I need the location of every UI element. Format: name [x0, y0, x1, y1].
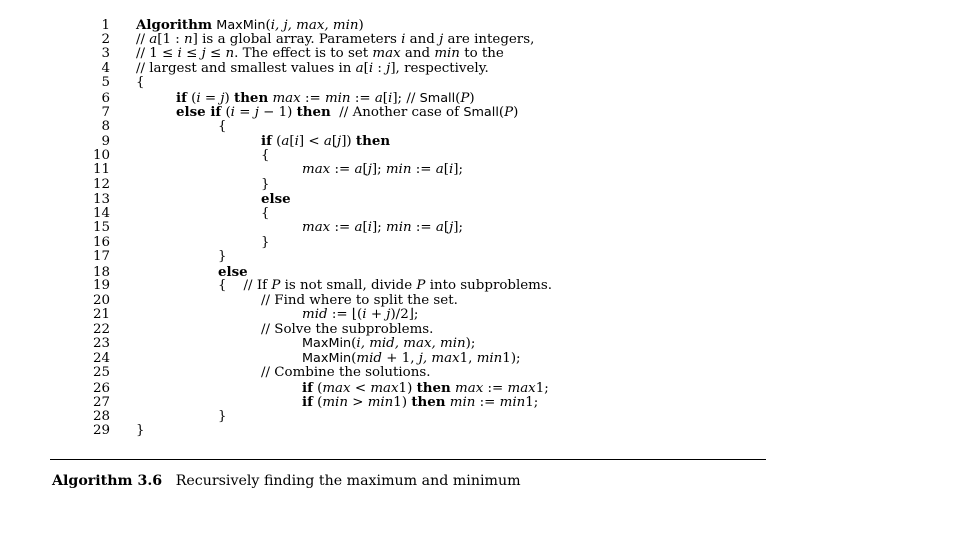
code-text: // a[1 : n] is a global array. Parameters i and j are integers, — [136, 31, 535, 47]
code-text: if (a[i] < a[j]) then — [261, 133, 391, 149]
code-line — [84, 323, 784, 338]
code-text: } — [218, 249, 227, 264]
caption-text: Recursively finding the maximum and minimum — [175, 473, 521, 489]
line-number: 29 — [92, 423, 110, 438]
line-number: 19 — [92, 278, 110, 293]
line-number: 7 — [101, 105, 110, 120]
line-number: 20 — [92, 292, 110, 308]
code-line — [84, 33, 784, 48]
algorithm-listing — [84, 18, 784, 439]
caption-label: Algorithm 3.6 — [52, 473, 163, 489]
code-text: else if (i = j − 1) then // Another case of Small(P) — [176, 104, 519, 120]
code-text: { — [136, 75, 145, 90]
code-line — [84, 410, 784, 425]
line-number: 3 — [101, 46, 110, 61]
code-line — [84, 337, 784, 352]
line-number: 24 — [92, 350, 110, 366]
code-text: } — [261, 176, 270, 192]
line-number: 27 — [92, 395, 110, 410]
line-number: 18 — [92, 264, 110, 280]
line-number: 11 — [92, 162, 110, 177]
code-text: } — [261, 234, 270, 250]
line-number: 25 — [92, 365, 110, 380]
code-line — [84, 250, 784, 265]
line-number: 23 — [92, 336, 110, 351]
code-line — [84, 279, 784, 294]
code-line — [84, 105, 784, 120]
code-text: max := a[i]; min := a[j]; — [302, 220, 463, 235]
code-text: if (min > min1) then min := min1; — [302, 394, 539, 410]
line-number: 16 — [92, 234, 110, 250]
code-line — [84, 91, 784, 106]
code-line — [84, 366, 784, 381]
code-text: // Combine the solutions. — [261, 365, 431, 380]
line-number: 14 — [92, 205, 110, 221]
code-line — [84, 76, 784, 91]
line-number: 1 — [101, 18, 110, 33]
code-line — [84, 192, 784, 207]
line-number: 9 — [101, 134, 110, 149]
line-number: 22 — [92, 321, 110, 337]
code-line — [84, 236, 784, 251]
code-text: // largest and smallest values in a[i : j], respectively. — [136, 60, 489, 76]
code-text: { // If P is not small, divide P into subproblems. — [218, 278, 553, 293]
code-line — [84, 47, 784, 62]
code-text: MaxMin(mid + 1, j, max1, min1); — [302, 350, 521, 366]
code-line — [84, 62, 784, 77]
code-line — [84, 18, 784, 33]
line-number: 6 — [101, 90, 110, 106]
code-line — [84, 178, 784, 193]
line-number: 13 — [92, 192, 110, 207]
code-line — [84, 149, 784, 164]
code-text: else — [218, 263, 248, 280]
code-line — [84, 294, 784, 309]
code-line — [84, 352, 784, 367]
code-line — [84, 120, 784, 135]
code-text: MaxMin(i, mid, max, min); — [302, 336, 476, 351]
code-line — [84, 424, 784, 439]
code-text: // Solve the subproblems. — [261, 321, 434, 337]
code-line — [84, 395, 784, 410]
code-text: if (i = j) then max := min := a[i]; // Small(P) — [176, 89, 475, 106]
code-text: mid := ⌊(i + j)/2⌋; — [302, 307, 419, 322]
code-text: { — [261, 205, 270, 221]
line-number: 17 — [92, 249, 110, 264]
line-number: 28 — [92, 408, 110, 424]
code-text: // Find where to split the set. — [261, 292, 458, 308]
code-text: Algorithm MaxMin(i, j, max, min) — [136, 17, 364, 33]
code-text: else — [261, 191, 291, 207]
code-line — [84, 163, 784, 178]
code-text: } — [218, 408, 227, 424]
algorithm-caption — [52, 473, 521, 489]
line-number: 26 — [92, 380, 110, 396]
code-line — [84, 134, 784, 149]
code-line — [84, 381, 784, 396]
line-number: 10 — [92, 147, 110, 163]
code-text: if (max < max1) then max := max1; — [302, 379, 549, 396]
code-text: { — [218, 118, 227, 134]
line-number: 15 — [92, 220, 110, 235]
code-line — [84, 265, 784, 280]
code-line — [84, 207, 784, 222]
line-number: 5 — [101, 75, 110, 90]
line-number: 12 — [92, 176, 110, 192]
code-text: max := a[j]; min := a[i]; — [302, 162, 463, 177]
line-number: 8 — [101, 118, 110, 134]
line-number: 4 — [101, 60, 110, 76]
code-text: } — [136, 423, 145, 438]
line-number: 2 — [101, 31, 110, 47]
code-text: // 1 ≤ i ≤ j ≤ n. The effect is to set max and min to the — [136, 46, 504, 61]
code-line — [84, 308, 784, 323]
code-text: { — [261, 147, 270, 163]
caption-divider — [50, 459, 766, 460]
code-line — [84, 221, 784, 236]
line-number: 21 — [92, 307, 110, 322]
